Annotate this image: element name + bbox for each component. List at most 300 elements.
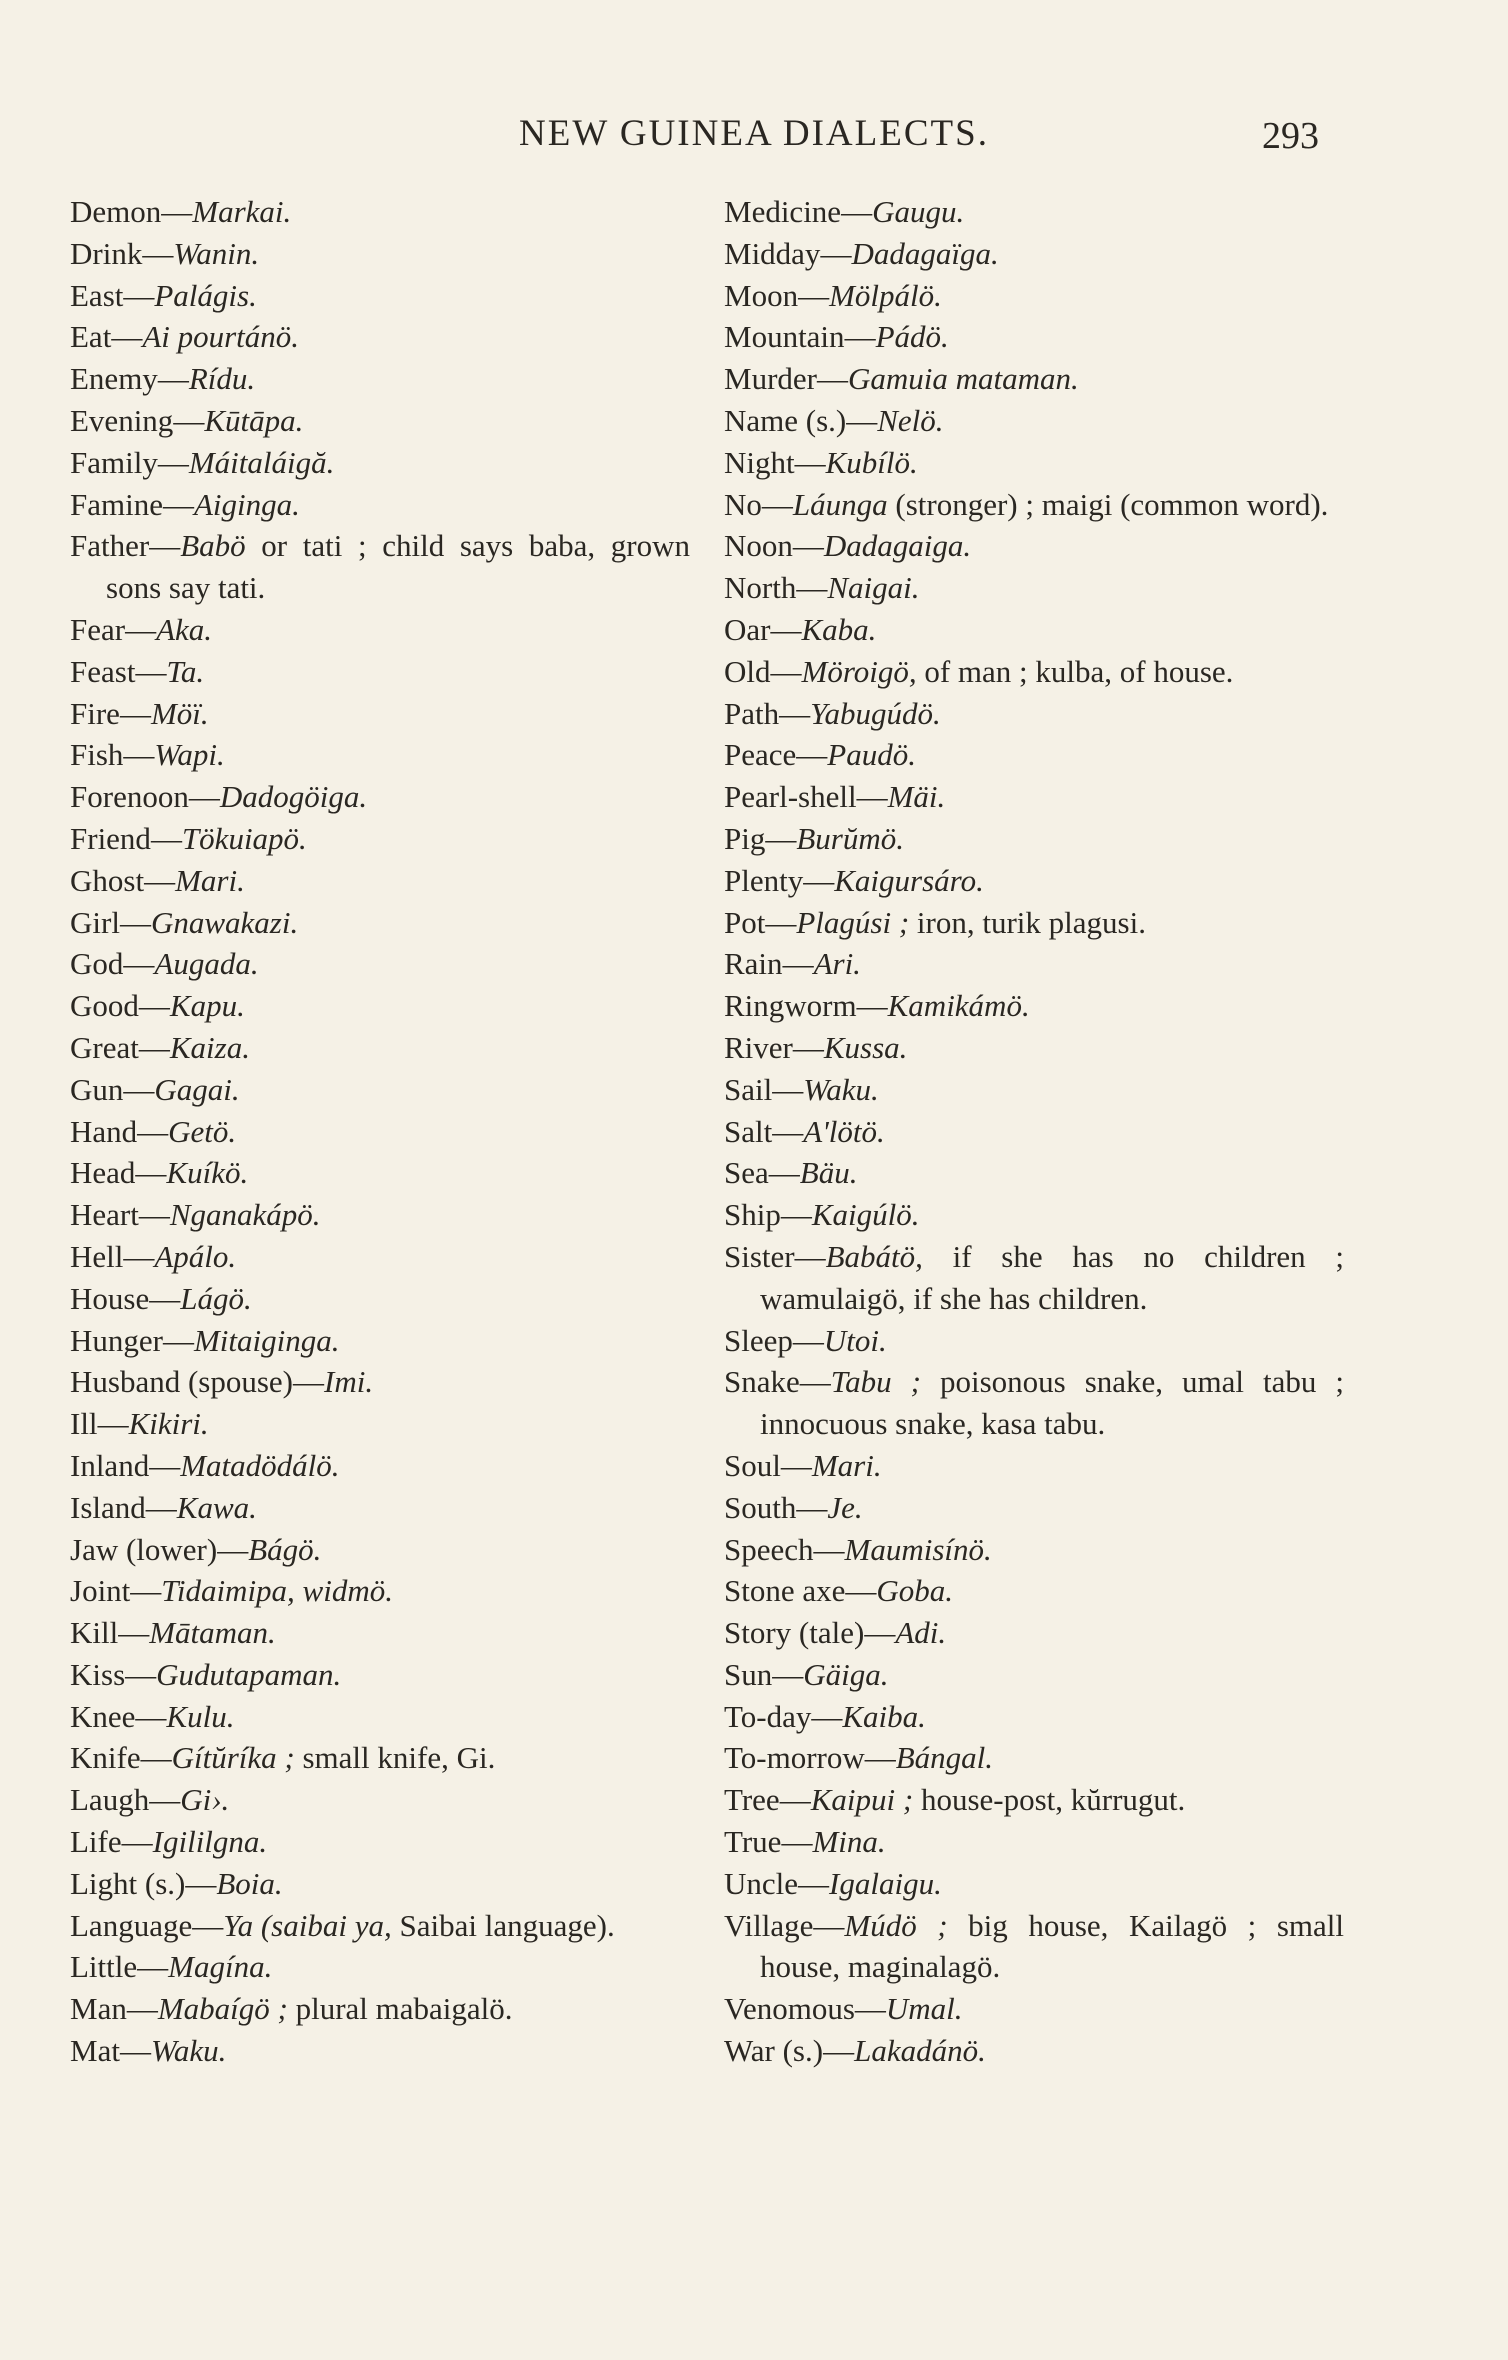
entry-translation: Igililgna. xyxy=(152,1824,268,1860)
entry-dash: — xyxy=(123,737,155,773)
entry-dash: — xyxy=(770,653,802,689)
vocabulary-entry xyxy=(724,358,1344,400)
entry-term: Girl xyxy=(70,904,120,940)
entry-translation: Máitaláigă. xyxy=(188,444,335,480)
entry-term: Little xyxy=(70,1949,138,1985)
entry-dash: — xyxy=(796,570,828,606)
entry-term: Forenoon xyxy=(70,779,189,815)
entry-term: Heart xyxy=(70,1197,139,1233)
entry-translation: Gítŭríka ; xyxy=(171,1740,295,1776)
entry-dash: — xyxy=(123,946,155,982)
entry-dash: — xyxy=(138,1029,170,1065)
entry-translation: Gaugu. xyxy=(872,194,965,229)
entry-term: Venomous xyxy=(724,1991,855,2027)
vocabulary-entry xyxy=(724,442,1344,484)
entry-dash: — xyxy=(768,1155,800,1191)
vocabulary-entry xyxy=(70,1863,690,1905)
entry-dash: — xyxy=(149,1280,181,1316)
entry-translation: Lakadánö. xyxy=(854,2033,986,2069)
vocabulary-entry xyxy=(724,525,1344,567)
entry-note: of man ; kulba, of house. xyxy=(916,653,1234,689)
entry-dash: — xyxy=(161,194,193,229)
entry-term: Sun xyxy=(724,1656,773,1692)
entry-term: Knife xyxy=(70,1740,141,1776)
vocabulary-entry xyxy=(70,1445,690,1487)
vocabulary-entry xyxy=(724,1069,1344,1111)
entry-translation: Mabaígö ; xyxy=(157,1991,288,2027)
vocabulary-entry xyxy=(724,943,1344,985)
entry-translation: Gudutapaman. xyxy=(156,1656,342,1692)
vocabulary-entry xyxy=(70,943,690,985)
vocabulary-entry xyxy=(724,1529,1344,1571)
entry-term: Mountain xyxy=(724,319,845,355)
entry-translation: Kamikámö. xyxy=(887,988,1030,1024)
vocabulary-entry xyxy=(70,693,690,735)
vocabulary-entry xyxy=(70,1529,690,1571)
entry-translation: Palágis. xyxy=(154,277,257,313)
entry-translation: Tökuiapö. xyxy=(181,820,307,856)
entry-term: Island xyxy=(70,1489,146,1525)
vocabulary-entry xyxy=(724,1737,1344,1779)
entry-term: God xyxy=(70,946,124,982)
vocabulary-entry xyxy=(70,358,690,400)
entry-dash: — xyxy=(217,1531,249,1567)
entry-term: Light (s.) xyxy=(70,1865,186,1901)
vocabulary-entry xyxy=(70,1194,690,1236)
entry-note: iron, turik plagusi. xyxy=(909,904,1146,940)
entry-dash: — xyxy=(779,1782,811,1818)
entry-translation: Apálo. xyxy=(154,1238,237,1274)
vocabulary-entry xyxy=(70,400,690,442)
entry-dash: — xyxy=(135,1698,167,1734)
entry-term: Great xyxy=(70,1029,139,1065)
entry-dash: — xyxy=(792,1029,824,1065)
entry-translation: Gagai. xyxy=(154,1071,240,1107)
vocabulary-entry xyxy=(70,734,690,776)
entry-dash: — xyxy=(97,1406,129,1442)
vocabulary-entry xyxy=(724,1570,1344,1612)
entry-term: Hell xyxy=(70,1238,124,1274)
entry-dash: — xyxy=(138,1197,170,1233)
entry-translation: Kaiba. xyxy=(842,1698,926,1734)
entry-dash: — xyxy=(149,1782,181,1818)
entry-term: Demon xyxy=(70,194,162,229)
entry-term: Midday xyxy=(724,235,821,271)
entry-dash: — xyxy=(794,1238,826,1274)
vocabulary-entry xyxy=(70,316,690,358)
entry-dash: — xyxy=(119,904,151,940)
vocabulary-entry xyxy=(70,1570,690,1612)
entry-dash: — xyxy=(118,1615,150,1651)
entry-translation: Kaigúlö. xyxy=(811,1197,920,1233)
vocabulary-entry xyxy=(724,818,1344,860)
vocabulary-entry xyxy=(724,1487,1344,1529)
vocabulary-entry xyxy=(724,860,1344,902)
vocabulary-column-left xyxy=(70,191,690,2072)
vocabulary-entry xyxy=(724,1654,1344,1696)
entry-dash: — xyxy=(772,1113,804,1149)
entry-term: Family xyxy=(70,444,158,480)
entry-term: Life xyxy=(70,1824,122,1860)
entry-dash: — xyxy=(157,361,189,397)
entry-term: War (s.) xyxy=(724,2033,824,2069)
entry-translation: Mātaman. xyxy=(149,1615,276,1651)
entry-term: Plenty xyxy=(724,862,804,898)
entry-dash: — xyxy=(798,277,830,313)
vocabulary-entry xyxy=(70,1946,690,1988)
entry-translation: Kussa. xyxy=(823,1029,908,1065)
entry-term: Fire xyxy=(70,695,120,731)
entry-term: Sea xyxy=(724,1155,769,1191)
entry-translation: Mölpálö. xyxy=(829,277,942,313)
vocabulary-entry xyxy=(70,1612,690,1654)
entry-translation: Lágö. xyxy=(180,1280,252,1316)
entry-translation: Dadogöiga. xyxy=(219,779,368,815)
entry-term: Hunger xyxy=(70,1322,163,1358)
entry-translation: Getö. xyxy=(168,1113,237,1149)
entry-translation: Aka. xyxy=(156,611,213,647)
entry-dash: — xyxy=(820,235,852,271)
vocabulary-entry xyxy=(70,442,690,484)
vocabulary-entry xyxy=(724,1863,1344,1905)
entry-translation: Tabu ; xyxy=(830,1364,921,1400)
entry-dash: — xyxy=(135,1155,167,1191)
entry-translation: Maumisínö. xyxy=(844,1531,992,1567)
vocabulary-entry xyxy=(724,567,1344,609)
vocabulary-entry xyxy=(724,693,1344,735)
entry-term: Ghost xyxy=(70,862,145,898)
entry-translation: Nelö. xyxy=(877,402,944,438)
vocabulary-entry xyxy=(724,1696,1344,1738)
entry-term: Mat xyxy=(70,2033,120,2069)
entry-dash: — xyxy=(779,695,811,731)
vocabulary-entry xyxy=(724,1152,1344,1194)
vocabulary-entry xyxy=(70,275,690,317)
vocabulary-entry xyxy=(724,1821,1344,1863)
entry-dash: — xyxy=(192,1907,224,1943)
entry-term: To-day xyxy=(724,1698,812,1734)
entry-dash: — xyxy=(145,1489,177,1525)
entry-translation: Bágö. xyxy=(248,1531,322,1567)
vocabulary-entry xyxy=(70,1403,690,1445)
vocabulary-entry xyxy=(724,776,1344,818)
entry-translation: Dadagaïga. xyxy=(851,235,999,271)
entry-term: Laugh xyxy=(70,1782,150,1818)
entry-translation: Láunga xyxy=(792,486,888,522)
entry-term: Village xyxy=(724,1907,814,1943)
entry-dash: — xyxy=(803,862,835,898)
entry-term: Night xyxy=(724,444,795,480)
entry-translation: Rídu. xyxy=(188,361,256,397)
entry-translation: Plagúsi ; xyxy=(796,904,910,940)
entry-term: Joint xyxy=(70,1573,131,1609)
entry-dash: — xyxy=(770,611,802,647)
entry-dash: — xyxy=(813,1907,845,1943)
entry-translation: Dadagaiga. xyxy=(823,528,972,564)
entry-term: Name (s.) xyxy=(724,402,847,438)
entry-term: Kiss xyxy=(70,1656,126,1692)
entry-translation: Kaigursáro. xyxy=(834,862,984,898)
entry-term: Man xyxy=(70,1991,127,2027)
entry-dash: — xyxy=(137,1113,169,1149)
entry-translation: Waku. xyxy=(150,2033,227,2069)
entry-term: River xyxy=(724,1029,793,1065)
vocabulary-entry xyxy=(70,1069,690,1111)
vocabulary-entry xyxy=(724,902,1344,944)
entry-term: Pig xyxy=(724,820,766,856)
running-title: NEW GUINEA DIALECTS. xyxy=(519,113,989,154)
entry-translation: Ya (saibai ya, xyxy=(223,1907,392,1943)
entry-dash: — xyxy=(123,1238,155,1274)
entry-dash: — xyxy=(162,1322,194,1358)
entry-dash: — xyxy=(119,2033,151,2069)
entry-term: Husband (spouse) xyxy=(70,1364,293,1400)
vocabulary-entry xyxy=(724,651,1344,693)
entry-translation: Mäi. xyxy=(887,779,946,815)
entry-translation: Kaipui ; xyxy=(810,1782,914,1818)
entry-term: Stone axe xyxy=(724,1573,846,1609)
entry-dash: — xyxy=(782,946,814,982)
entry-term: Sister xyxy=(724,1238,795,1274)
entry-translation: Magína. xyxy=(168,1949,273,1985)
vocabulary-entry xyxy=(724,1320,1344,1362)
vocabulary-entry xyxy=(724,1194,1344,1236)
entry-dash: — xyxy=(811,1698,843,1734)
entry-dash: — xyxy=(813,1531,845,1567)
entry-term: Inland xyxy=(70,1447,150,1483)
entry-translation: Mari. xyxy=(811,1447,882,1483)
vocabulary-entry xyxy=(70,818,690,860)
entry-dash: — xyxy=(796,737,828,773)
vocabulary-entry xyxy=(724,1236,1344,1320)
vocabulary-column-right xyxy=(724,191,1344,2072)
entry-term: No xyxy=(724,486,762,522)
entry-dash: — xyxy=(799,1364,831,1400)
vocabulary-entry xyxy=(70,985,690,1027)
entry-term: Jaw (lower) xyxy=(70,1531,218,1567)
entry-term: Oar xyxy=(724,611,771,647)
entry-dash: — xyxy=(845,1573,877,1609)
entry-note: Saibai language). xyxy=(391,1907,615,1943)
entry-term: Ill xyxy=(70,1406,98,1442)
entry-term: Salt xyxy=(724,1113,773,1149)
entry-translation: Gi›. xyxy=(180,1782,230,1818)
entry-translation: Kawa. xyxy=(176,1489,257,1525)
entry-dash: — xyxy=(123,1071,155,1107)
entry-translation: Kūtāpa. xyxy=(204,402,304,438)
entry-translation: Babátö, xyxy=(825,1238,923,1274)
entry-term: Kill xyxy=(70,1615,119,1651)
entry-translation: Naigai. xyxy=(827,570,920,606)
entry-translation: Bángal. xyxy=(895,1740,994,1776)
vocabulary-entry xyxy=(70,1278,690,1320)
entry-dash: — xyxy=(856,988,888,1024)
vocabulary-entry xyxy=(70,609,690,651)
vocabulary-entry xyxy=(724,1361,1344,1445)
vocabulary-entry xyxy=(70,1361,690,1403)
entry-dash: — xyxy=(188,779,220,815)
entry-term: Drink xyxy=(70,235,143,271)
vocabulary-entry xyxy=(70,1027,690,1069)
entry-translation: Imi. xyxy=(324,1364,374,1400)
entry-term: Murder xyxy=(724,361,817,397)
entry-translation: Kapu. xyxy=(169,988,245,1024)
entry-term: Old xyxy=(724,653,771,689)
vocabulary-entry xyxy=(724,1445,1344,1487)
entry-dash: — xyxy=(163,486,194,522)
entry-term: Father xyxy=(70,528,150,564)
vocabulary-entry xyxy=(70,484,690,526)
vocabulary-entry xyxy=(724,985,1344,1027)
entry-dash: — xyxy=(772,1071,804,1107)
entry-term: North xyxy=(724,570,797,606)
vocabulary-entry xyxy=(70,2030,690,2072)
entry-dash: — xyxy=(794,444,826,480)
entry-dash: — xyxy=(864,1740,896,1776)
vocabulary-entry xyxy=(70,1988,690,2030)
vocabulary-entry xyxy=(724,609,1344,651)
entry-dash: — xyxy=(761,486,793,522)
entry-translation: Babö xyxy=(180,528,246,564)
entry-translation: Gamuia mataman. xyxy=(847,361,1079,397)
entry-translation: Wanin. xyxy=(173,235,260,271)
entry-translation: Pádö. xyxy=(875,319,949,355)
entry-dash: — xyxy=(796,1489,828,1525)
entry-dash: — xyxy=(780,1197,812,1233)
entry-translation: Matadödálö. xyxy=(180,1447,340,1483)
vocabulary-entry xyxy=(724,1111,1344,1153)
entry-dash: — xyxy=(185,1865,217,1901)
entry-term: Good xyxy=(70,988,139,1024)
entry-translation: Múdö ; xyxy=(844,1907,948,1943)
entry-translation: Kubílö. xyxy=(825,444,918,480)
entry-dash: — xyxy=(111,319,143,355)
entry-note: poisonous snake, umal tabu ; innocuous snake, kasa tabu. xyxy=(760,1364,1345,1442)
entry-translation: Boia. xyxy=(216,1865,283,1901)
entry-dash: — xyxy=(126,1991,158,2027)
entry-translation: Wapi. xyxy=(154,737,225,773)
entry-translation: Kulu. xyxy=(166,1698,235,1734)
vocabulary-entry xyxy=(724,1027,1344,1069)
entry-translation: Waku. xyxy=(803,1071,879,1107)
entry-term: Evening xyxy=(70,402,174,438)
entry-term: Sail xyxy=(724,1071,773,1107)
entry-translation: Goba. xyxy=(876,1573,954,1609)
vocabulary-entry xyxy=(724,316,1344,358)
entry-term: To-morrow xyxy=(724,1740,865,1776)
vocabulary-entry xyxy=(724,734,1344,776)
vocabulary-entry xyxy=(70,651,690,693)
entry-dash: — xyxy=(173,402,205,438)
vocabulary-entry xyxy=(70,1654,690,1696)
vocabulary-entry xyxy=(70,902,690,944)
entry-dash: — xyxy=(140,1740,172,1776)
entry-term: Feast xyxy=(70,653,136,689)
entry-term: Fish xyxy=(70,737,124,773)
entry-dash: — xyxy=(149,1447,181,1483)
entry-term: House xyxy=(70,1280,150,1316)
page-number: 293 xyxy=(1262,115,1319,157)
entry-translation: A'lötö. xyxy=(803,1113,885,1149)
entry-dash: — xyxy=(798,1865,830,1901)
entry-translation: Markai. xyxy=(192,194,292,229)
entry-translation: Utoi. xyxy=(823,1322,887,1358)
entry-term: East xyxy=(70,277,124,313)
entry-term: Uncle xyxy=(724,1865,799,1901)
entry-translation: Adi. xyxy=(895,1615,947,1651)
entry-dash: — xyxy=(149,528,181,564)
entry-term: Peace xyxy=(724,737,797,773)
vocabulary-entry xyxy=(70,1111,690,1153)
vocabulary-entry xyxy=(70,191,690,233)
entry-note: or tati ; child says baba, grown sons say tati. xyxy=(106,528,690,606)
entry-dash: — xyxy=(144,862,176,898)
entry-term: Ringworm xyxy=(724,988,857,1024)
entry-translation: Mina. xyxy=(812,1824,886,1860)
entry-translation: Ai pourtánö. xyxy=(142,319,300,355)
entry-term: Soul xyxy=(724,1447,781,1483)
entry-translation: Möroigö, xyxy=(801,653,917,689)
entry-dash: — xyxy=(772,1656,804,1692)
entry-dash: — xyxy=(816,361,848,397)
entry-translation: Mari. xyxy=(175,862,245,898)
vocabulary-entry xyxy=(70,1320,690,1362)
vocabulary-entry xyxy=(724,275,1344,317)
entry-translation: Aiginga. xyxy=(194,486,300,522)
entry-translation: Kaba. xyxy=(801,611,877,647)
vocabulary-entry xyxy=(70,860,690,902)
entry-term: Story (tale) xyxy=(724,1615,865,1651)
entry-note: small knife, Gi. xyxy=(294,1740,496,1776)
entry-term: Head xyxy=(70,1155,136,1191)
entry-dash: — xyxy=(765,820,797,856)
entry-term: Medicine xyxy=(724,194,842,229)
entry-dash: — xyxy=(157,444,189,480)
vocabulary-entry xyxy=(724,400,1344,442)
entry-dash: — xyxy=(854,1991,886,2027)
entry-dash: — xyxy=(137,1949,169,1985)
vocabulary-entry xyxy=(70,776,690,818)
entry-term: Pot xyxy=(724,904,766,940)
entry-translation: Ta. xyxy=(166,653,205,689)
entry-translation: Gäiga. xyxy=(803,1656,889,1692)
entry-dash: — xyxy=(142,235,174,271)
entry-dash: — xyxy=(121,1824,153,1860)
vocabulary-entry xyxy=(724,1905,1344,1989)
entry-dash: — xyxy=(856,779,888,815)
vocabulary-entry xyxy=(724,1779,1344,1821)
entry-translation: Möï. xyxy=(150,695,209,731)
entry-term: True xyxy=(724,1824,782,1860)
entry-note: (stronger) ; maigi (common word). xyxy=(887,486,1329,522)
entry-term: Enemy xyxy=(70,361,158,397)
entry-note: plural mabaigalö. xyxy=(287,1991,513,2027)
vocabulary-entry xyxy=(724,191,1344,233)
entry-translation: Kikiri. xyxy=(128,1406,209,1442)
vocabulary-entry xyxy=(70,525,690,609)
entry-dash: — xyxy=(130,1573,162,1609)
entry-translation: Bäu. xyxy=(799,1155,858,1191)
entry-term: Ship xyxy=(724,1197,781,1233)
vocabulary-entry xyxy=(70,1779,690,1821)
entry-term: Path xyxy=(724,695,780,731)
vocabulary-entry xyxy=(70,1696,690,1738)
entry-dash: — xyxy=(841,194,873,229)
entry-translation: Mitaiginga. xyxy=(193,1322,340,1358)
entry-translation: Gnawakazi. xyxy=(150,904,299,940)
entry-dash: — xyxy=(792,528,824,564)
entry-translation: Igalaigu. xyxy=(829,1865,942,1901)
